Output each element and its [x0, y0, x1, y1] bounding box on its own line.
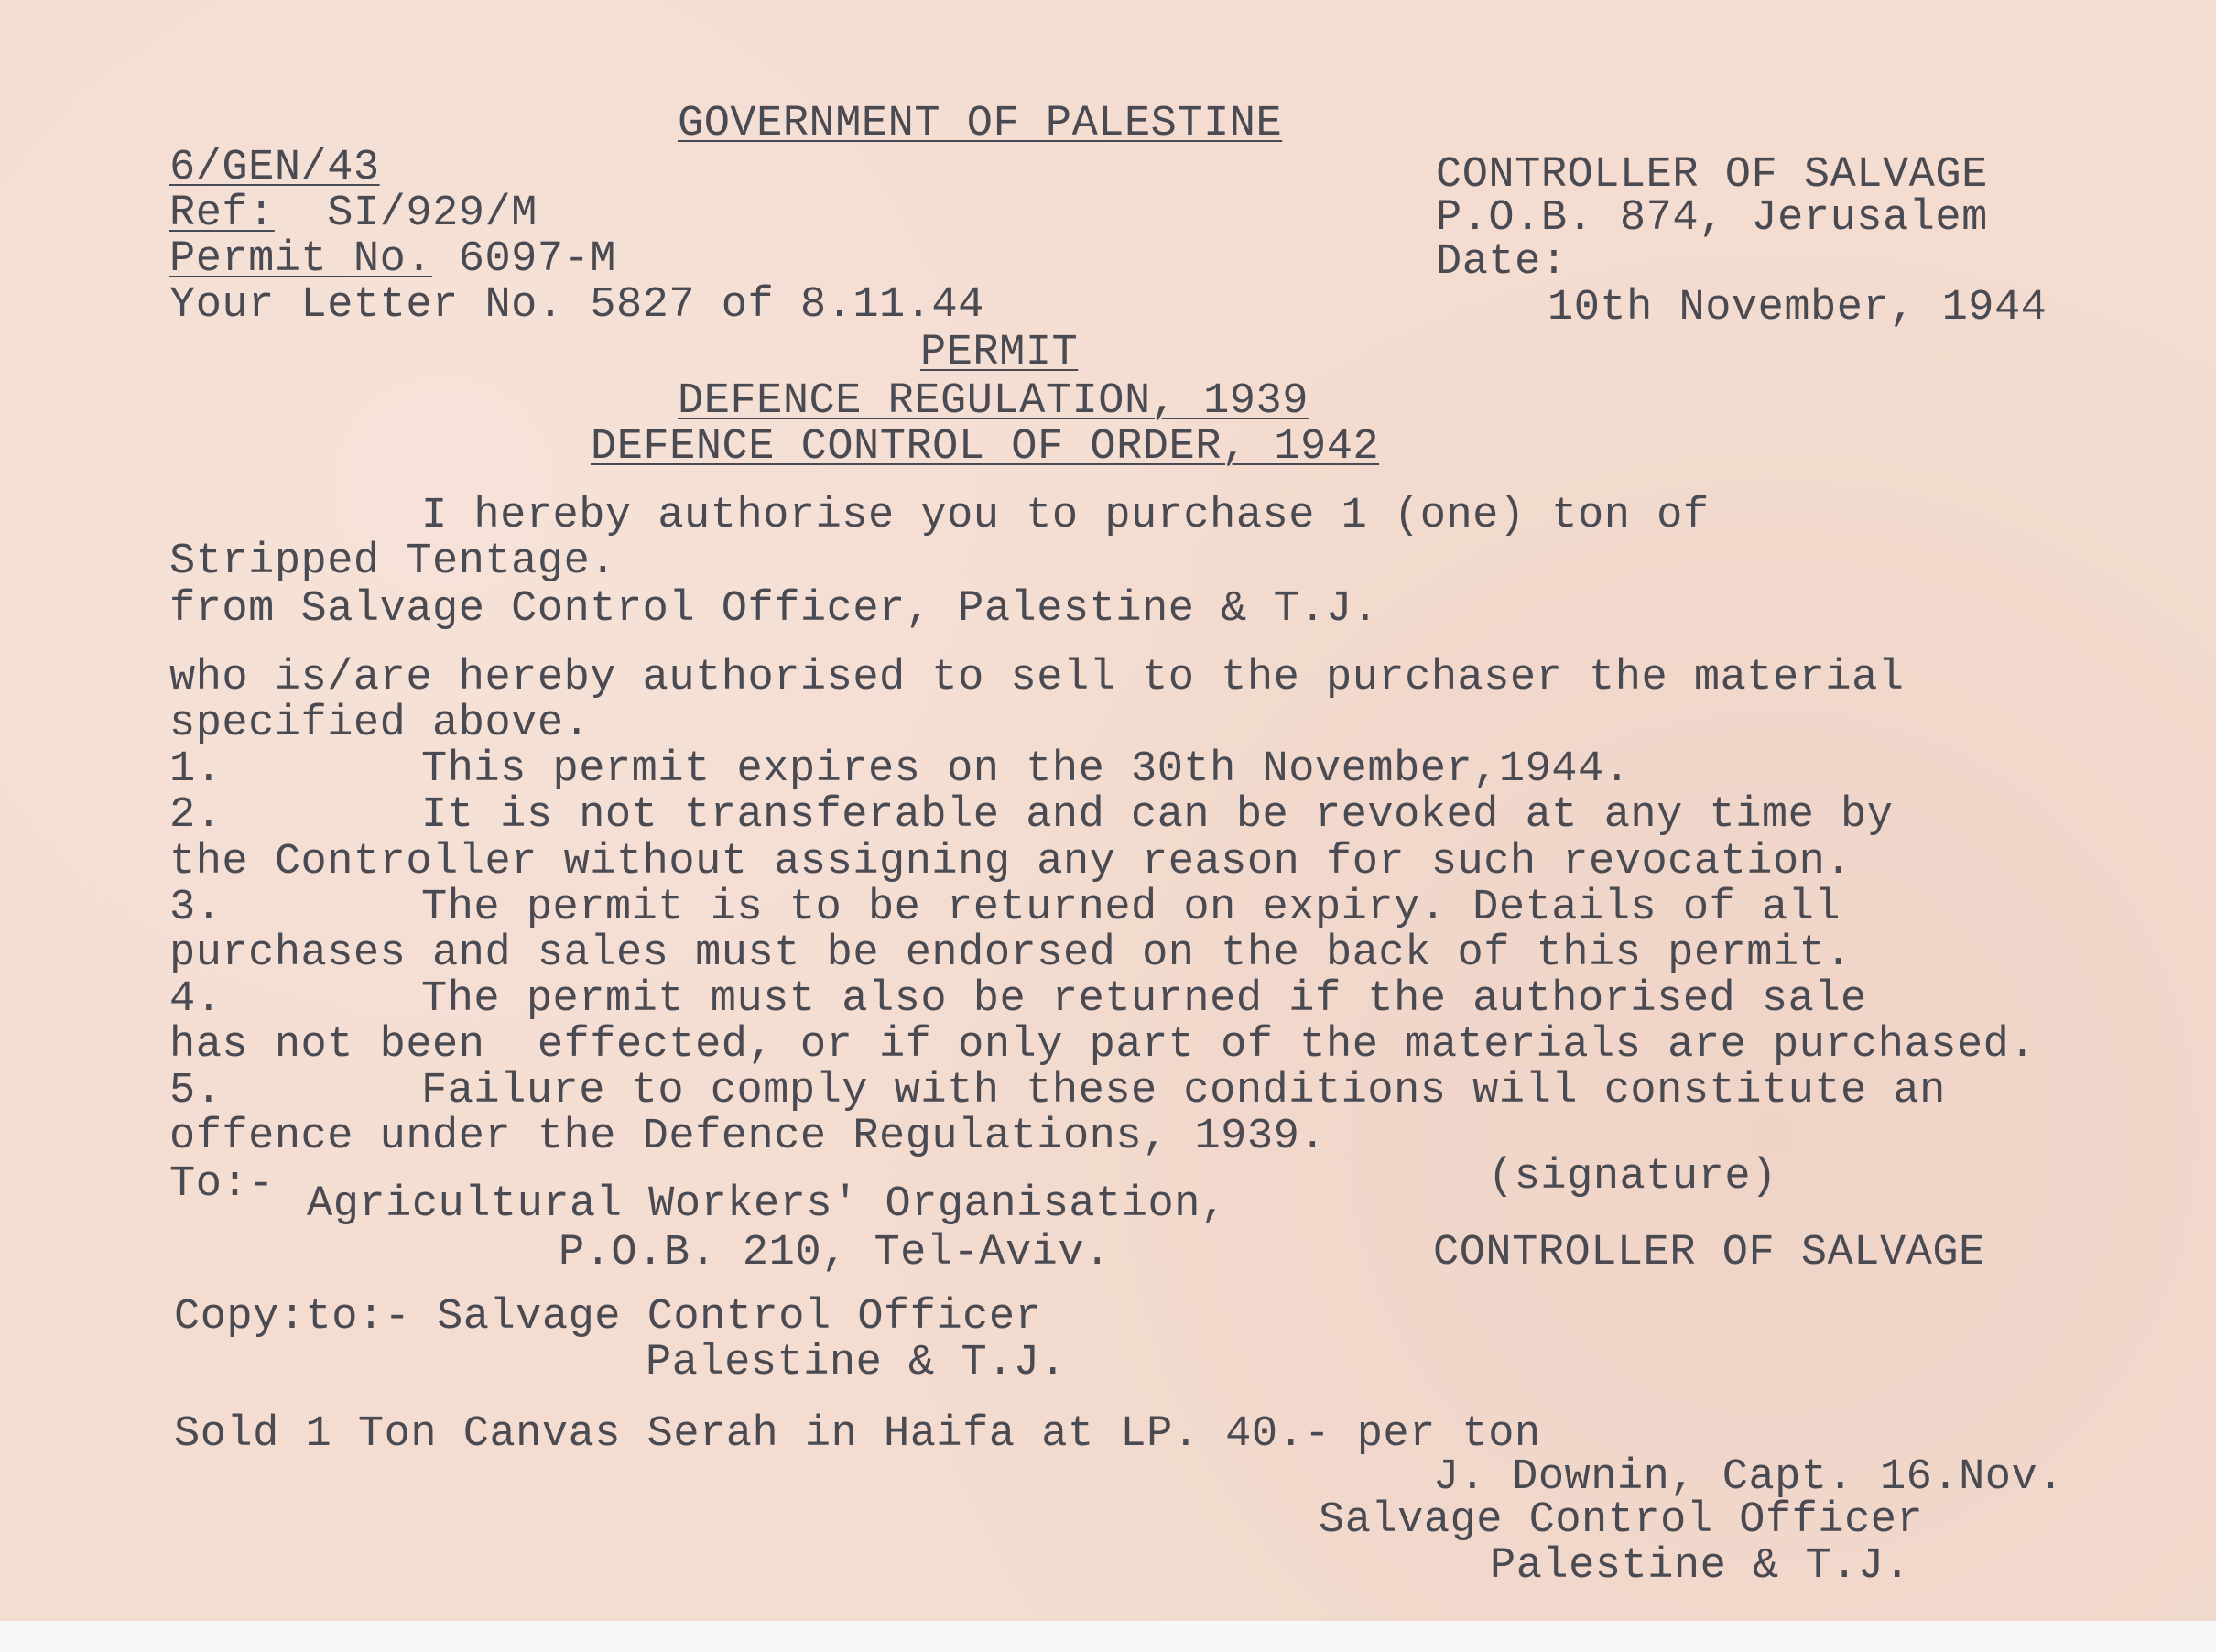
condition-number: 3. — [169, 884, 223, 932]
condition-text: offence under the Defence Regulations, 1939. — [169, 1113, 1327, 1161]
government-heading: GOVERNMENT OF PALESTINE — [678, 100, 1283, 148]
recipient-name: Agricultural Workers' Organisation, — [307, 1180, 1227, 1229]
intro-line-1: I hereby authorise you to purchase 1 (one) ton of — [421, 492, 1710, 540]
regulation-title: DEFENCE REGULATION, 1939 — [678, 377, 1309, 426]
copy-to-label: Copy:to:- — [174, 1293, 411, 1342]
reference-label: Ref: — [169, 190, 275, 238]
condition-text: Failure to comply with these conditions will constitute an — [421, 1067, 1946, 1115]
file-number: 6/GEN/43 — [169, 144, 380, 192]
condition-number: 4. — [169, 975, 223, 1024]
condition-text: the Controller without assigning any reason for such revocation. — [169, 838, 1852, 886]
intro-line-3: from Salvage Control Officer, Palestine & T.J. — [169, 585, 1379, 634]
condition-text: The permit is to be returned on expiry. Details of all — [421, 884, 1841, 932]
condition-number: 1. — [169, 745, 223, 794]
condition-number: 5. — [169, 1067, 223, 1115]
reference-line — [169, 190, 538, 238]
condition-text: purchases and sales must be endorsed on the back of this permit. — [169, 929, 1852, 978]
seller-line-2: specified above. — [169, 700, 591, 748]
condition-text: has not been effected, or if only part of the materials are purchased. — [169, 1021, 2037, 1070]
endorsement-line-2: J. Downin, Capt. 16.Nov. — [1433, 1453, 2064, 1502]
condition-text: It is not transferable and can be revoked at any time by — [421, 791, 1894, 840]
signature-title: CONTROLLER OF SALVAGE — [1433, 1229, 1985, 1277]
copy-recipient-line-2: Palestine & T.J. — [646, 1339, 1067, 1387]
endorsement-line-1: Sold 1 Ton Canvas Serah in Haifa at LP. 40.- per ton — [174, 1410, 1541, 1459]
condition-number: 2. — [169, 791, 223, 840]
sender-address: P.O.B. 874, Jerusalem — [1436, 194, 1988, 243]
order-title: DEFENCE CONTROL OF ORDER, 1942 — [591, 423, 1380, 472]
endorsement-line-3: Salvage Control Officer — [1319, 1496, 1924, 1545]
condition-text: This permit expires on the 30th November,1944. — [421, 745, 1631, 794]
letter-reference: Your Letter No. 5827 of 8.11.44 — [169, 281, 984, 330]
recipient-address: P.O.B. 210, Tel-Aviv. — [559, 1229, 1111, 1277]
reference-value: SI/929/M — [327, 190, 538, 238]
intro-line-2: Stripped Tentage. — [169, 538, 616, 586]
permit-number-value: 6097-M — [458, 235, 616, 284]
permit-title: PERMIT — [920, 329, 1079, 377]
seller-line-1: who is/are hereby authorised to sell to the purchaser the material — [169, 654, 1905, 702]
condition-text: The permit must also be returned if the authorised sale — [421, 975, 1867, 1024]
permit-number-label: Permit No. — [169, 235, 433, 284]
sender-title: CONTROLLER OF SALVAGE — [1436, 151, 1988, 200]
copy-to-line — [174, 1293, 1042, 1342]
endorsement-line-4: Palestine & T.J. — [1490, 1542, 1911, 1591]
permit-number-line — [169, 235, 616, 284]
to-label: To:- — [169, 1160, 275, 1209]
copy-recipient-line-1: Salvage Control Officer — [437, 1293, 1042, 1342]
date-value: 10th November, 1944 — [1548, 284, 2048, 332]
signature-placeholder: (signature) — [1488, 1153, 1777, 1201]
date-label: Date: — [1436, 238, 1568, 287]
